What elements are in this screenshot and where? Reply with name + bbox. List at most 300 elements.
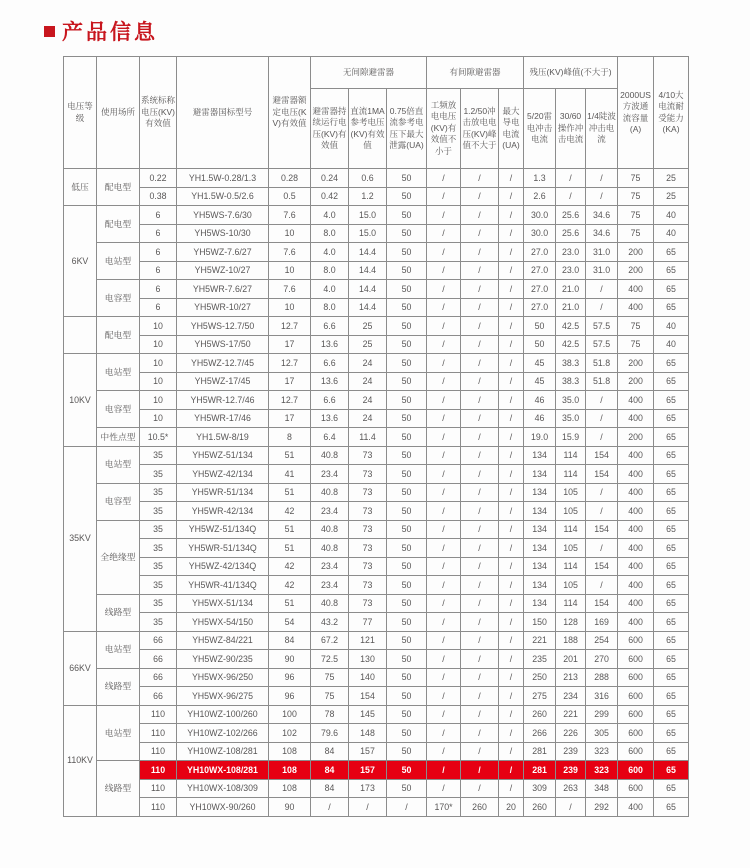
model-cell: YH5WX-96/250 (177, 668, 269, 687)
column-header-leakage: 0.75倍直流参考电压下最大泄露(UA) (387, 89, 427, 169)
continuous-voltage-cell: 23.4 (311, 557, 349, 576)
high-current-withstand-cell: 65 (654, 298, 689, 317)
column-group-header-gapless: 无间隙避雷器 (311, 57, 427, 89)
table-row (64, 372, 689, 391)
residual-1-4-cell: 323 (586, 742, 618, 761)
residual-5-20-cell: 45 (524, 372, 556, 391)
continuous-voltage-cell: 8.0 (311, 261, 349, 280)
rated-voltage-cell: 10 (269, 298, 311, 317)
system-voltage-cell: 35 (140, 446, 177, 465)
power-freq-discharge-cell: / (427, 761, 461, 780)
square-wave-capacity-cell: 200 (618, 354, 654, 373)
dc-1ma-voltage-cell: 73 (349, 594, 387, 613)
square-wave-capacity-cell: 600 (618, 761, 654, 780)
table-row (64, 613, 689, 632)
residual-5-20-cell: 134 (524, 465, 556, 484)
rated-voltage-cell: 54 (269, 613, 311, 632)
dc-1ma-voltage-cell: 130 (349, 650, 387, 669)
leakage-cell: 50 (387, 631, 427, 650)
column-header-dc-1ma-voltage: 直流1MA参考电压(KV)有效值 (349, 89, 387, 169)
model-cell: YH1.5W-0.5/2.6 (177, 187, 269, 206)
high-current-withstand-cell: 65 (654, 613, 689, 632)
residual-1-4-cell: 299 (586, 705, 618, 724)
table-row (64, 594, 689, 613)
max-conduct-current-cell: / (499, 187, 524, 206)
continuous-voltage-cell: 23.4 (311, 465, 349, 484)
continuous-voltage-cell: 13.6 (311, 409, 349, 428)
residual-1-4-cell: 169 (586, 613, 618, 632)
max-conduct-current-cell: / (499, 724, 524, 743)
residual-30-60-cell: 114 (556, 465, 586, 484)
table-row (64, 742, 689, 761)
max-conduct-current-cell: / (499, 317, 524, 336)
model-cell: YH5WS-12.7/50 (177, 317, 269, 336)
square-wave-capacity-cell: 75 (618, 335, 654, 354)
system-voltage-cell: 35 (140, 613, 177, 632)
residual-5-20-cell: 19.0 (524, 428, 556, 447)
voltage-class-cell: 6KV (64, 206, 97, 317)
rated-voltage-cell: 17 (269, 409, 311, 428)
square-wave-capacity-cell: 400 (618, 557, 654, 576)
leakage-cell: 50 (387, 668, 427, 687)
power-freq-discharge-cell: / (427, 280, 461, 299)
system-voltage-cell: 110 (140, 705, 177, 724)
continuous-voltage-cell: 67.2 (311, 631, 349, 650)
rated-voltage-cell: 90 (269, 798, 311, 817)
residual-5-20-cell: 46 (524, 391, 556, 410)
residual-1-4-cell: 316 (586, 687, 618, 706)
table-row (64, 298, 689, 317)
table-row (64, 631, 689, 650)
residual-1-4-cell: 57.5 (586, 317, 618, 336)
model-cell: YH5WR-10/27 (177, 298, 269, 317)
continuous-voltage-cell: 40.8 (311, 594, 349, 613)
system-voltage-cell: 35 (140, 483, 177, 502)
table-row (64, 705, 689, 724)
leakage-cell: 50 (387, 557, 427, 576)
model-cell: YH5WX-96/275 (177, 687, 269, 706)
model-cell: YH5WR-51/134Q (177, 539, 269, 558)
max-conduct-current-cell: / (499, 280, 524, 299)
continuous-voltage-cell: 6.6 (311, 391, 349, 410)
dc-1ma-voltage-cell: 140 (349, 668, 387, 687)
continuous-voltage-cell: / (311, 798, 349, 817)
residual-30-60-cell: 105 (556, 483, 586, 502)
max-conduct-current-cell: / (499, 354, 524, 373)
system-voltage-cell: 110 (140, 761, 177, 780)
power-freq-discharge-cell: / (427, 631, 461, 650)
impulse-discharge-cell: / (461, 779, 499, 798)
high-current-withstand-cell: 65 (654, 798, 689, 817)
max-conduct-current-cell: / (499, 705, 524, 724)
max-conduct-current-cell: / (499, 594, 524, 613)
voltage-class-cell: 低压 (64, 169, 97, 206)
rated-voltage-cell: 17 (269, 372, 311, 391)
usage-type-cell: 中性点型 (97, 428, 140, 447)
continuous-voltage-cell: 23.4 (311, 576, 349, 595)
system-voltage-cell: 10 (140, 409, 177, 428)
continuous-voltage-cell: 6.4 (311, 428, 349, 447)
usage-type-cell: 电容型 (97, 483, 140, 520)
square-wave-capacity-cell: 400 (618, 391, 654, 410)
table-body (64, 169, 689, 817)
leakage-cell: 50 (387, 187, 427, 206)
square-wave-capacity-cell: 600 (618, 779, 654, 798)
system-voltage-cell: 10.5* (140, 428, 177, 447)
leakage-cell: 50 (387, 613, 427, 632)
max-conduct-current-cell: 20 (499, 798, 524, 817)
table-row (64, 502, 689, 521)
leakage-cell: 50 (387, 724, 427, 743)
max-conduct-current-cell: / (499, 261, 524, 280)
dc-1ma-voltage-cell: 15.0 (349, 224, 387, 243)
residual-30-60-cell: 23.0 (556, 243, 586, 262)
continuous-voltage-cell: 40.8 (311, 520, 349, 539)
residual-1-4-cell: 31.0 (586, 243, 618, 262)
residual-1-4-cell: / (586, 280, 618, 299)
high-current-withstand-cell: 65 (654, 243, 689, 262)
residual-1-4-cell: / (586, 502, 618, 521)
usage-type-cell: 线路型 (97, 668, 140, 705)
residual-30-60-cell: 239 (556, 742, 586, 761)
max-conduct-current-cell: / (499, 650, 524, 669)
square-wave-capacity-cell: 400 (618, 280, 654, 299)
max-conduct-current-cell: / (499, 631, 524, 650)
table-row (64, 391, 689, 410)
rated-voltage-cell: 51 (269, 446, 311, 465)
rated-voltage-cell: 102 (269, 724, 311, 743)
model-cell: YH5WZ-10/27 (177, 261, 269, 280)
residual-1-4-cell: 154 (586, 520, 618, 539)
model-cell: YH1.5W-8/19 (177, 428, 269, 447)
residual-5-20-cell: 30.0 (524, 224, 556, 243)
dc-1ma-voltage-cell: 148 (349, 724, 387, 743)
high-current-withstand-cell: 65 (654, 705, 689, 724)
power-freq-discharge-cell: / (427, 206, 461, 225)
system-voltage-cell: 6 (140, 280, 177, 299)
power-freq-discharge-cell: / (427, 465, 461, 484)
dc-1ma-voltage-cell: 73 (349, 557, 387, 576)
dc-1ma-voltage-cell: 154 (349, 687, 387, 706)
impulse-discharge-cell: / (461, 761, 499, 780)
model-cell: YH5WX-54/150 (177, 613, 269, 632)
continuous-voltage-cell: 40.8 (311, 539, 349, 558)
dc-1ma-voltage-cell: 73 (349, 502, 387, 521)
continuous-voltage-cell: 8.0 (311, 224, 349, 243)
model-cell: YH10WZ-108/281 (177, 742, 269, 761)
dc-1ma-voltage-cell: 11.4 (349, 428, 387, 447)
residual-5-20-cell: 134 (524, 557, 556, 576)
system-voltage-cell: 10 (140, 335, 177, 354)
dc-1ma-voltage-cell: 24 (349, 354, 387, 373)
impulse-discharge-cell: / (461, 687, 499, 706)
residual-5-20-cell: 27.0 (524, 298, 556, 317)
column-group-header-residual: 残压(KV)峰值(不大于) (524, 57, 618, 89)
residual-30-60-cell: 23.0 (556, 261, 586, 280)
high-current-withstand-cell: 65 (654, 446, 689, 465)
table-row (64, 354, 689, 373)
residual-30-60-cell: 239 (556, 761, 586, 780)
power-freq-discharge-cell: / (427, 650, 461, 669)
square-wave-capacity-cell: 75 (618, 187, 654, 206)
impulse-discharge-cell: / (461, 742, 499, 761)
dc-1ma-voltage-cell: 25 (349, 317, 387, 336)
residual-5-20-cell: 134 (524, 594, 556, 613)
impulse-discharge-cell: / (461, 446, 499, 465)
square-wave-capacity-cell: 400 (618, 465, 654, 484)
rated-voltage-cell: 108 (269, 742, 311, 761)
model-cell: YH5WS-17/50 (177, 335, 269, 354)
leakage-cell: / (387, 798, 427, 817)
impulse-discharge-cell: / (461, 557, 499, 576)
continuous-voltage-cell: 72.5 (311, 650, 349, 669)
square-wave-capacity-cell: 75 (618, 317, 654, 336)
residual-30-60-cell: / (556, 169, 586, 188)
high-current-withstand-cell: 40 (654, 335, 689, 354)
leakage-cell: 50 (387, 335, 427, 354)
impulse-discharge-cell: / (461, 391, 499, 410)
residual-30-60-cell: 263 (556, 779, 586, 798)
impulse-discharge-cell: / (461, 335, 499, 354)
model-cell: YH5WZ-42/134 (177, 465, 269, 484)
power-freq-discharge-cell: / (427, 502, 461, 521)
dc-1ma-voltage-cell: 73 (349, 446, 387, 465)
residual-1-4-cell: / (586, 539, 618, 558)
residual-5-20-cell: 134 (524, 502, 556, 521)
residual-5-20-cell: 27.0 (524, 280, 556, 299)
power-freq-discharge-cell: / (427, 779, 461, 798)
high-current-withstand-cell: 65 (654, 465, 689, 484)
power-freq-discharge-cell: / (427, 169, 461, 188)
residual-1-4-cell: 154 (586, 594, 618, 613)
system-voltage-cell: 66 (140, 668, 177, 687)
rated-voltage-cell: 12.7 (269, 391, 311, 410)
continuous-voltage-cell: 23.4 (311, 502, 349, 521)
leakage-cell: 50 (387, 206, 427, 225)
usage-type-cell: 电站型 (97, 354, 140, 391)
residual-30-60-cell: 42.5 (556, 335, 586, 354)
residual-30-60-cell: / (556, 798, 586, 817)
rated-voltage-cell: 8 (269, 428, 311, 447)
dc-1ma-voltage-cell: 14.4 (349, 261, 387, 280)
power-freq-discharge-cell: / (427, 354, 461, 373)
high-current-withstand-cell: 65 (654, 280, 689, 299)
voltage-class-cell (64, 317, 97, 354)
max-conduct-current-cell: / (499, 761, 524, 780)
square-wave-capacity-cell: 600 (618, 631, 654, 650)
residual-1-4-cell: 154 (586, 446, 618, 465)
model-cell: YH5WZ-42/134Q (177, 557, 269, 576)
square-wave-capacity-cell: 400 (618, 520, 654, 539)
residual-1-4-cell: / (586, 428, 618, 447)
power-freq-discharge-cell: / (427, 705, 461, 724)
leakage-cell: 50 (387, 243, 427, 262)
max-conduct-current-cell: / (499, 391, 524, 410)
dc-1ma-voltage-cell: 73 (349, 465, 387, 484)
power-freq-discharge-cell: / (427, 668, 461, 687)
residual-5-20-cell: 275 (524, 687, 556, 706)
table-header (64, 57, 689, 169)
impulse-discharge-cell: / (461, 298, 499, 317)
leakage-cell: 50 (387, 428, 427, 447)
max-conduct-current-cell: / (499, 298, 524, 317)
high-current-withstand-cell: 65 (654, 631, 689, 650)
max-conduct-current-cell: / (499, 446, 524, 465)
power-freq-discharge-cell: / (427, 187, 461, 206)
residual-5-20-cell: 50 (524, 335, 556, 354)
residual-1-4-cell: 288 (586, 668, 618, 687)
usage-type-cell: 全绝缘型 (97, 520, 140, 594)
system-voltage-cell: 10 (140, 372, 177, 391)
leakage-cell: 50 (387, 705, 427, 724)
square-wave-capacity-cell: 200 (618, 428, 654, 447)
system-voltage-cell: 35 (140, 465, 177, 484)
power-freq-discharge-cell: / (427, 243, 461, 262)
leakage-cell: 50 (387, 520, 427, 539)
model-cell: YH5WR-17/46 (177, 409, 269, 428)
residual-5-20-cell: 134 (524, 483, 556, 502)
impulse-discharge-cell: / (461, 317, 499, 336)
high-current-withstand-cell: 65 (654, 650, 689, 669)
leakage-cell: 50 (387, 687, 427, 706)
residual-30-60-cell: 25.6 (556, 206, 586, 225)
system-voltage-cell: 10 (140, 391, 177, 410)
residual-30-60-cell: 21.0 (556, 298, 586, 317)
impulse-discharge-cell: / (461, 428, 499, 447)
column-header-max-conduct-current: 最大导电电流(UA) (499, 89, 524, 169)
impulse-discharge-cell: / (461, 354, 499, 373)
high-current-withstand-cell: 65 (654, 409, 689, 428)
residual-30-60-cell: 35.0 (556, 391, 586, 410)
residual-5-20-cell: 1.3 (524, 169, 556, 188)
square-wave-capacity-cell: 200 (618, 261, 654, 280)
dc-1ma-voltage-cell: 0.6 (349, 169, 387, 188)
system-voltage-cell: 35 (140, 594, 177, 613)
usage-type-cell: 配电型 (97, 206, 140, 243)
system-voltage-cell: 6 (140, 243, 177, 262)
leakage-cell: 50 (387, 409, 427, 428)
leakage-cell: 50 (387, 317, 427, 336)
high-current-withstand-cell: 65 (654, 261, 689, 280)
leakage-cell: 50 (387, 391, 427, 410)
impulse-discharge-cell: 260 (461, 798, 499, 817)
impulse-discharge-cell: / (461, 280, 499, 299)
leakage-cell: 50 (387, 298, 427, 317)
residual-5-20-cell: 45 (524, 354, 556, 373)
column-header-impulse-discharge: 1.2/50冲击放电电压(KV)峰值不大于 (461, 89, 499, 169)
square-wave-capacity-cell: 400 (618, 798, 654, 817)
power-freq-discharge-cell: / (427, 687, 461, 706)
table-row (64, 520, 689, 539)
dc-1ma-voltage-cell: 77 (349, 613, 387, 632)
dc-1ma-voltage-cell: 145 (349, 705, 387, 724)
model-cell: YH5WX-51/134 (177, 594, 269, 613)
table-row (64, 446, 689, 465)
square-wave-capacity-cell: 75 (618, 224, 654, 243)
model-cell: YH1.5W-0.28/1.3 (177, 169, 269, 188)
model-cell: YH5WZ-51/134 (177, 446, 269, 465)
system-voltage-cell: 35 (140, 576, 177, 595)
impulse-discharge-cell: / (461, 502, 499, 521)
max-conduct-current-cell: / (499, 539, 524, 558)
square-wave-capacity-cell: 600 (618, 705, 654, 724)
max-conduct-current-cell: / (499, 409, 524, 428)
rated-voltage-cell: 0.5 (269, 187, 311, 206)
leakage-cell: 50 (387, 446, 427, 465)
impulse-discharge-cell: / (461, 520, 499, 539)
rated-voltage-cell: 96 (269, 687, 311, 706)
impulse-discharge-cell: / (461, 483, 499, 502)
power-freq-discharge-cell: / (427, 446, 461, 465)
residual-30-60-cell: 128 (556, 613, 586, 632)
high-current-withstand-cell: 40 (654, 224, 689, 243)
continuous-voltage-cell: 75 (311, 687, 349, 706)
system-voltage-cell: 66 (140, 650, 177, 669)
impulse-discharge-cell: / (461, 465, 499, 484)
impulse-discharge-cell: / (461, 705, 499, 724)
square-wave-capacity-cell: 600 (618, 668, 654, 687)
residual-5-20-cell: 134 (524, 520, 556, 539)
table-row (64, 798, 689, 817)
rated-voltage-cell: 7.6 (269, 243, 311, 262)
leakage-cell: 50 (387, 761, 427, 780)
power-freq-discharge-cell: / (427, 576, 461, 595)
rated-voltage-cell: 17 (269, 335, 311, 354)
max-conduct-current-cell: / (499, 428, 524, 447)
column-header-residual-5-20: 5/20雷电冲击电流 (524, 89, 556, 169)
continuous-voltage-cell: 84 (311, 779, 349, 798)
residual-1-4-cell: / (586, 483, 618, 502)
residual-5-20-cell: 27.0 (524, 243, 556, 262)
impulse-discharge-cell: / (461, 668, 499, 687)
max-conduct-current-cell: / (499, 520, 524, 539)
high-current-withstand-cell: 25 (654, 187, 689, 206)
column-group-header-gapped: 有间隙避雷器 (427, 57, 524, 89)
rated-voltage-cell: 84 (269, 631, 311, 650)
max-conduct-current-cell: / (499, 483, 524, 502)
rated-voltage-cell: 42 (269, 557, 311, 576)
residual-30-60-cell: 105 (556, 576, 586, 595)
square-wave-capacity-cell: 600 (618, 724, 654, 743)
rated-voltage-cell: 51 (269, 594, 311, 613)
table-row (64, 169, 689, 188)
continuous-voltage-cell: 4.0 (311, 243, 349, 262)
system-voltage-cell: 66 (140, 687, 177, 706)
usage-type-cell: 电容型 (97, 391, 140, 428)
table-row (64, 576, 689, 595)
power-freq-discharge-cell: / (427, 724, 461, 743)
residual-5-20-cell: 134 (524, 539, 556, 558)
square-wave-capacity-cell: 600 (618, 650, 654, 669)
impulse-discharge-cell: / (461, 724, 499, 743)
model-cell: YH5WS-7.6/30 (177, 206, 269, 225)
usage-type-cell: 配电型 (97, 169, 140, 206)
max-conduct-current-cell: / (499, 742, 524, 761)
continuous-voltage-cell: 40.8 (311, 446, 349, 465)
impulse-discharge-cell: / (461, 224, 499, 243)
power-freq-discharge-cell: / (427, 409, 461, 428)
model-cell: YH10WX-108/309 (177, 779, 269, 798)
column-header-power-freq-discharge: 工频放电电压(KV)有效值不小于 (427, 89, 461, 169)
rated-voltage-cell: 96 (269, 668, 311, 687)
residual-1-4-cell: 51.8 (586, 372, 618, 391)
residual-5-20-cell: 27.0 (524, 261, 556, 280)
column-header-residual-30-60: 30/60操作冲击电流 (556, 89, 586, 169)
square-wave-capacity-cell: 400 (618, 594, 654, 613)
table-row (64, 687, 689, 706)
leakage-cell: 50 (387, 576, 427, 595)
rated-voltage-cell: 12.7 (269, 317, 311, 336)
